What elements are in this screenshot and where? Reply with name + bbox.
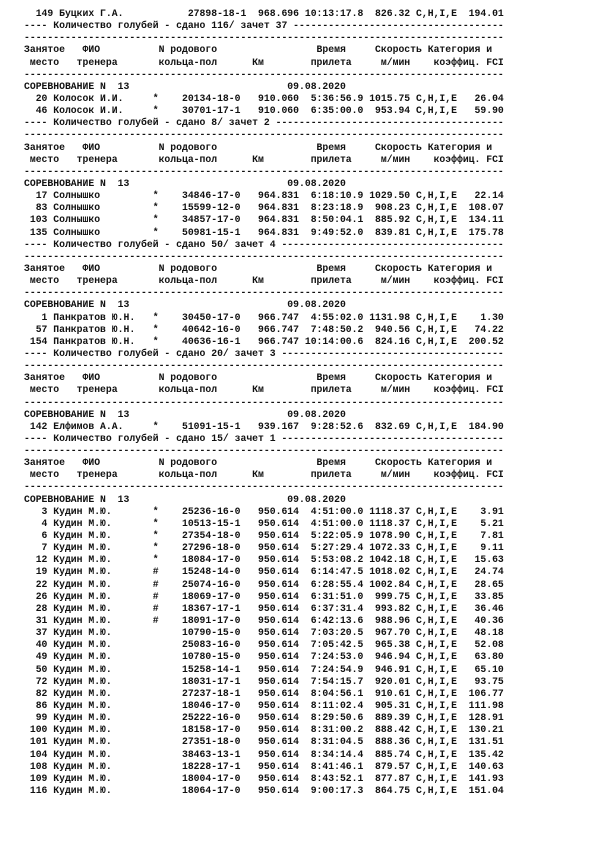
separator-line: ----------------------------------------------------------------------------------: [24, 129, 504, 141]
result-row: 19 Кудин М.Ю. # 15248-14-0 950.614 6:14:47.5 1018.02 C,H,I,E 24.74: [24, 566, 504, 578]
column-header: место тренера кольца-пол Км прилета м/мин коэффиц. FCI: [24, 56, 504, 68]
result-row: 37 Кудин М.Ю. 10790-15-0 950.614 7:03:20.5 967.70 C,H,I,E 48.18: [24, 627, 504, 639]
competition-header: СОРЕВНОВАНИЕ N 13 09.08.2020: [24, 408, 346, 420]
result-row: 57 Панкратов Ю.Н. * 40642-16-0 966.747 7:48:50.2 940.56 C,H,I,E 74.22: [24, 323, 504, 335]
result-row: 26 Кудин М.Ю. # 18069-17-0 950.614 6:31:51.0 999.75 C,H,I,E 33.85: [24, 590, 504, 602]
competition-header: СОРЕВНОВАНИЕ N 13 09.08.2020: [24, 80, 346, 92]
result-row: 46 Колосок И.И. * 30701-17-1 910.060 6:35:00.0 953.94 C,H,I,E 59.90: [24, 105, 504, 117]
result-row: 101 Кудин М.Ю. 27351-18-0 950.614 8:31:04.5 888.36 C,H,I,E 131.51: [24, 736, 504, 748]
result-row: 17 Солнышко * 34846-17-0 964.831 6:18:10.9 1029.50 C,H,I,E 22.14: [24, 190, 504, 202]
separator-line: ----------------------------------------------------------------------------------: [24, 287, 504, 299]
result-row: 82 Кудин М.Ю. 27237-18-1 950.614 8:04:56.1 910.61 C,H,I,E 106.77: [24, 687, 504, 699]
result-row: 4 Кудин М.Ю. * 10513-15-1 950.614 4:51:00.0 1118.37 C,H,I,E 5.21: [24, 517, 504, 529]
competition-header: СОРЕВНОВАНИЕ N 13 09.08.2020: [24, 493, 346, 505]
result-row: 72 Кудин М.Ю. 18031-17-1 950.614 7:54:15.7 920.01 C,H,I,E 93.75: [24, 675, 504, 687]
column-header: место тренера кольца-пол Км прилета м/мин коэффиц. FCI: [24, 275, 504, 287]
result-row: 135 Солнышко * 50981-15-1 964.831 9:49:52.0 839.81 C,H,I,E 175.78: [24, 226, 504, 238]
result-row: 20 Колосок И.И. * 20134-18-0 910.060 5:36:56.9 1015.75 C,H,I,E 26.04: [24, 92, 504, 104]
result-row: 104 Кудин М.Ю. 38463-13-1 950.614 8:34:14.4 885.74 C,H,I,E 135.42: [24, 748, 504, 760]
result-row: 142 Елфимов А.А. * 51091-15-1 939.167 9:28:52.6 832.69 C,H,I,E 184.90: [24, 420, 504, 432]
result-row: 1 Панкратов Ю.Н. * 30450-17-0 966.747 4:55:02.0 1131.98 C,H,I,E 1.30: [24, 311, 504, 323]
competition-header: СОРЕВНОВАНИЕ N 13 09.08.2020: [24, 299, 346, 311]
column-header: Занятое ФИО N родового Время Скорость Категория и: [24, 262, 493, 274]
separator-line: ----------------------------------------------------------------------------------: [24, 445, 504, 457]
result-row: 40 Кудин М.Ю. 25083-16-0 950.614 7:05:42.5 965.38 C,H,I,E 52.08: [24, 639, 504, 651]
summary-line: ---- Количество голубей - сдано 15/ зачет 1 --------------------------------------: [24, 432, 504, 444]
result-row: 100 Кудин М.Ю. 18158-17-0 950.614 8:31:00.2 888.42 C,H,I,E 130.21: [24, 724, 504, 736]
result-row: 49 Кудин М.Ю. 10780-15-0 950.614 7:24:53.0 946.94 C,H,I,E 63.80: [24, 651, 504, 663]
result-row: 154 Панкратов Ю.Н. * 40636-16-1 966.747 10:14:00.6 824.16 C,H,I,E 200.52: [24, 335, 504, 347]
result-row: 50 Кудин М.Ю. 15258-14-1 950.614 7:24:54.9 946.91 C,H,I,E 65.10: [24, 663, 504, 675]
result-row: 149 Буцких Г.А. 27898-18-1 968.696 10:13:17.8 826.32 C,H,I,E 194.01: [24, 8, 504, 19]
result-row: 109 Кудин М.Ю. 18004-17-0 950.614 8:43:52.1 877.87 C,H,I,E 141.93: [24, 772, 504, 784]
column-header: Занятое ФИО N родового Время Скорость Категория и: [24, 372, 493, 384]
column-header: место тренера кольца-пол Км прилета м/мин коэффиц. FCI: [24, 153, 504, 165]
result-row: 86 Кудин М.Ю. 18046-17-0 950.614 8:11:02.4 905.31 C,H,I,E 111.98: [24, 700, 504, 712]
result-row: 22 Кудин М.Ю. # 25074-16-0 950.614 6:28:55.4 1002.84 C,H,I,E 28.65: [24, 578, 504, 590]
result-row: 6 Кудин М.Ю. * 27354-18-0 950.614 5:22:05.9 1078.90 C,H,I,E 7.81: [24, 530, 504, 542]
separator-line: ----------------------------------------------------------------------------------: [24, 396, 504, 408]
column-header: место тренера кольца-пол Км прилета м/мин коэффиц. FCI: [24, 469, 504, 481]
result-row: 3 Кудин М.Ю. * 25236-16-0 950.614 4:51:00.0 1118.37 C,H,I,E 3.91: [24, 505, 504, 517]
summary-line: ---- Количество голубей - сдано 116/ зачет 37 ------------------------------------: [24, 20, 504, 32]
column-header: место тренера кольца-пол Км прилета м/мин коэффиц. FCI: [24, 384, 504, 396]
summary-line: ---- Количество голубей - сдано 50/ зачет 4 --------------------------------------: [24, 238, 504, 250]
result-row: 99 Кудин М.Ю. 25222-16-0 950.614 8:29:50.6 889.39 C,H,I,E 128.91: [24, 712, 504, 724]
result-row: 7 Кудин М.Ю. * 27296-18-0 950.614 5:27:29.4 1072.33 C,H,I,E 9.11: [24, 542, 504, 554]
separator-line: ----------------------------------------------------------------------------------: [24, 360, 504, 372]
result-row: 116 Кудин М.Ю. 18064-17-0 950.614 9:00:17.3 864.75 C,H,I,E 151.04: [24, 785, 504, 796]
separator-line: ----------------------------------------------------------------------------------: [24, 68, 504, 80]
result-row: 103 Солнышко * 34857-17-0 964.831 8:50:04.1 885.92 C,H,I,E 134.11: [24, 214, 504, 226]
result-row: 83 Солнышко * 15599-12-0 964.831 8:23:18.9 908.23 C,H,I,E 108.07: [24, 202, 504, 214]
result-row: 28 Кудин М.Ю. # 18367-17-1 950.614 6:37:31.4 993.82 C,H,I,E 36.46: [24, 602, 504, 614]
result-row: 31 Кудин М.Ю. # 18091-17-0 950.614 6:42:13.6 988.96 C,H,I,E 40.36: [24, 615, 504, 627]
separator-line: ----------------------------------------------------------------------------------: [24, 250, 504, 262]
results-document: [24, 8, 594, 797]
separator-line: ----------------------------------------------------------------------------------: [24, 481, 504, 493]
column-header: Занятое ФИО N родового Время Скорость Категория и: [24, 457, 493, 469]
summary-line: ---- Количество голубей - сдано 8/ зачет 2 ---------------------------------------: [24, 117, 504, 129]
column-header: Занятое ФИО N родового Время Скорость Категория и: [24, 44, 493, 56]
result-row: 12 Кудин М.Ю. * 18084-17-0 950.614 5:53:08.2 1042.18 C,H,I,E 15.63: [24, 554, 504, 566]
separator-line: ----------------------------------------------------------------------------------: [24, 165, 504, 177]
competition-header: СОРЕВНОВАНИЕ N 13 09.08.2020: [24, 177, 346, 189]
separator-line: ----------------------------------------------------------------------------------: [24, 32, 504, 44]
column-header: Занятое ФИО N родового Время Скорость Категория и: [24, 141, 493, 153]
summary-line: ---- Количество голубей - сдано 20/ зачет 3 --------------------------------------: [24, 347, 504, 359]
result-row: 108 Кудин М.Ю. 18228-17-1 950.614 8:41:46.1 879.57 C,H,I,E 140.63: [24, 760, 504, 772]
